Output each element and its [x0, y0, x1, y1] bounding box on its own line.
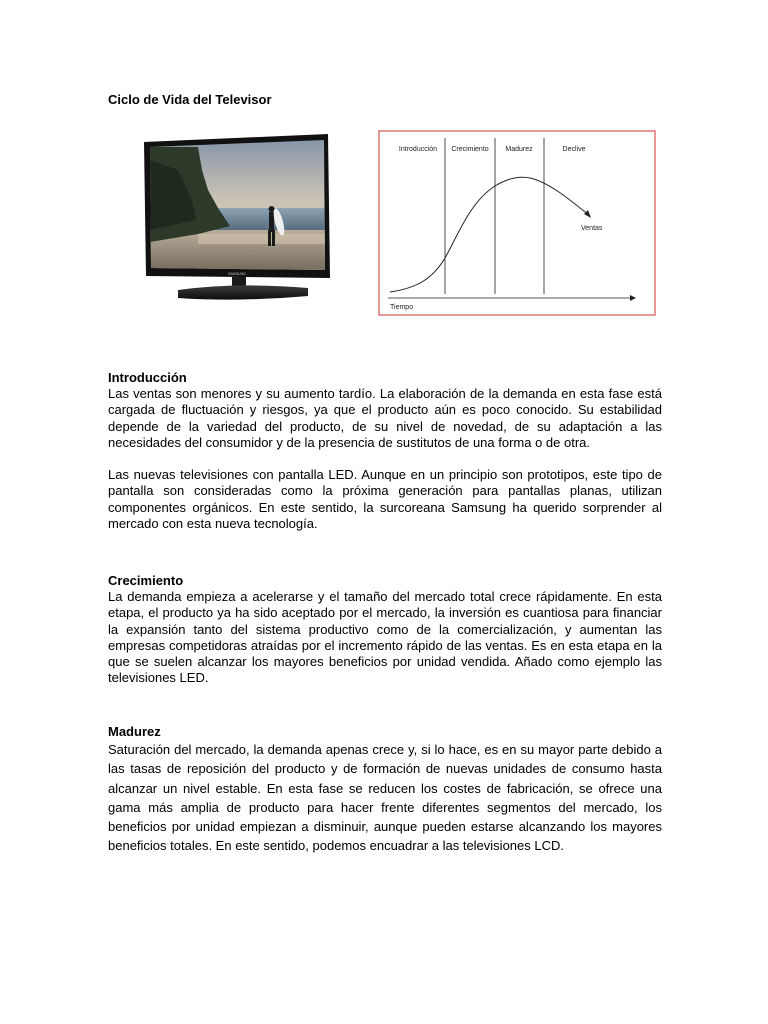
- tv-image: [138, 130, 338, 306]
- phase-label-madurez: Madurez: [505, 146, 533, 153]
- phase-label-introduccion: Introducción: [398, 146, 438, 153]
- section-heading-crecimiento: Crecimiento: [108, 573, 184, 588]
- paragraph-introduccion-1: Las ventas son menores y su aumento tardío. La elaboración de la demanda en esta fase está cargada de fluctuación y riesgos, ya que el producto aún es poco conocido. Su estabilidad depende de la variedad del producto, de su nivel de novedad, de su adaptación a las necesidades del consumidor y de la presencia de sustitutos de una forma o de otra.: [108, 386, 662, 450]
- section-heading-introduccion: Introducción: [108, 370, 187, 385]
- document-title: Ciclo de Vida del Televisor: [108, 92, 272, 107]
- lifecycle-diagram: [378, 130, 656, 316]
- paragraph-madurez: Saturación del mercado, la demanda apenas crece y, si lo hace, es en su mayor parte debido a las tasas de reposición del producto y de formación de nuevas unidades de consumo hasta alcanzar un nivel estable. En esta fase se reducen los costes de fabricación, se ofrece una gama más amplia de producto para hacer frente diferentes segmentos del mercado, los beneficios por unidad empiezan a disminuir, aunque pueden estarse alcanzando los mayores beneficios totales. En este sentido, podemos encuadrar a las televisiones LCD.: [108, 742, 662, 854]
- paragraph-introduccion-2: Las nuevas televisiones con pantalla LED. Aunque en un principio son prototipos, este tipo de pantalla son consideradas como la próxima generación para pantallas planas, utilizan componentes orgánicos. En este sentido, la surcoreana Samsung ha querido sorprender al mercado con esta nueva tecnología.: [108, 467, 662, 531]
- phase-label-declive: Declive: [562, 146, 586, 153]
- section-heading-madurez: Madurez: [108, 724, 161, 739]
- tv-brand-logo: SAMSUNG: [228, 272, 246, 276]
- phase-label-crecimiento: Crecimiento: [451, 146, 489, 153]
- axis-label: Tiempo: [390, 304, 414, 311]
- diagram-border: [379, 131, 655, 315]
- curve-label: Ventas: [581, 225, 603, 232]
- paragraph-crecimiento: La demanda empieza a acelerarse y el tamaño del mercado total crece rápidamente. En esta etapa, el producto ya ha sido aceptado por el mercado, la inversión es cuantiosa para financiar la expansión tanto del sistema productivo como de la comercialización, y aumentan las empresas competidoras atraídas por el incremento rápido de las ventas. Es en esta etapa en la que se suelen alcanzar los mayores beneficios por unidad vendida. Añado como ejemplo las televisiones LED.: [108, 589, 662, 686]
